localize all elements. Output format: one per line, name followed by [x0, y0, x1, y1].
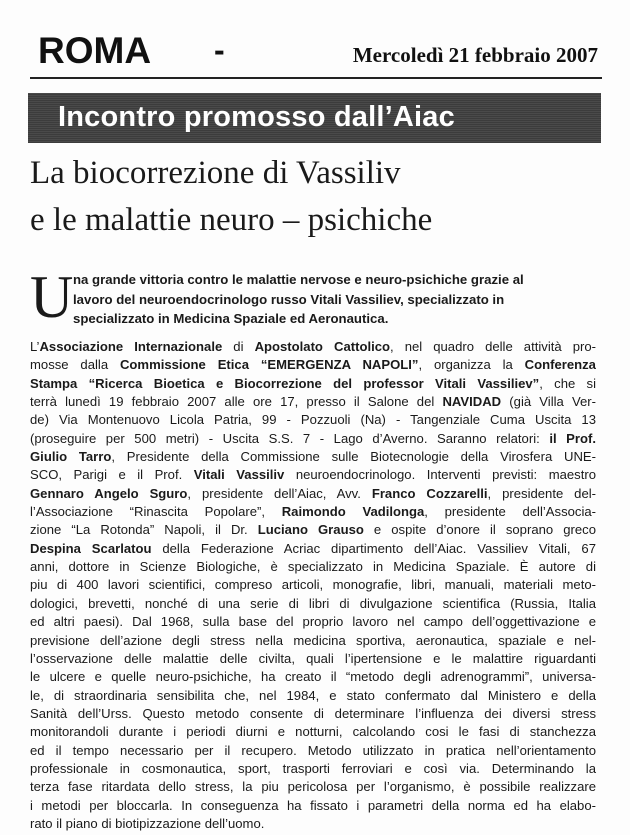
banner-text: Incontro promosso dall’Aiac [58, 101, 455, 133]
body-bold-text: il Prof. [549, 430, 596, 446]
body-text-run: piu di 400 lavori scientifici, compreso articoli, monografie, libri, manuali, materiali meto- [30, 577, 596, 593]
body-line [30, 338, 596, 356]
body-line [30, 448, 596, 466]
body-bold-text: Apostolato Cattolico [254, 339, 391, 354]
body-line [30, 356, 596, 374]
body-line [30, 503, 596, 521]
body-text-run: di [222, 339, 255, 354]
body-text-run: Sanità dell’Urss. Questo metodo consente di determinare l’influenza dei diversi stress [30, 705, 596, 721]
body-text-run: (proseguire per 500 metri) - Uscita S.S. 7 - Lago d’Averno. Saranno relatori: [30, 430, 550, 446]
body-text-run: terza fase ritardata dello stress, la piu pericolosa per l’organismo, è possibile realizzare [30, 779, 596, 795]
body-line [30, 485, 596, 503]
body-line [30, 521, 596, 539]
body-line [30, 778, 596, 796]
body-bold-text: Franco Cozzarelli [371, 485, 488, 501]
masthead-city: ROMA [38, 30, 152, 71]
body-text-run: ed altri paesi). Dal 1968, sulla base del proprio lavoro nel campo dell’oggettivazione e [30, 614, 596, 630]
body-text-run: terrà lunedì 19 febbraio 2007 alle ore 17, presso il Salone del [30, 394, 443, 410]
body-text-run: , che si [539, 375, 596, 391]
body-line [30, 576, 596, 594]
masthead-rule [30, 77, 602, 79]
body-text-run: (già Villa Ver- [501, 394, 596, 410]
body-line [30, 742, 596, 760]
body-line [30, 687, 596, 705]
body-text-run: L’ [30, 339, 40, 354]
body-text-run: monitorandoli durante i periodi diurni e notturni, calcolando cosi le fasi di stanchezza [30, 724, 596, 740]
body-line [30, 595, 596, 613]
body-text-run: anni, dottore in Scienze Biologiche, è specializzato in Medicina Spaziale. È autore di [30, 559, 596, 575]
lead-line: specializzato in Medicina Spaziale ed Aeronautica. [73, 311, 389, 326]
body-line [30, 466, 596, 484]
body-bold-text: Raimondo Vadilonga [281, 504, 425, 520]
body-text-run: l’Associazione “Rinascita Popolare”, [30, 504, 282, 520]
headline-line-1: La biocorrezione di Vassiliv [30, 155, 401, 191]
body-line [30, 540, 596, 558]
body-line [30, 632, 596, 650]
body-text-run: rato il piano di biotipizzazione dell’uomo. [30, 815, 265, 831]
body-line [30, 650, 596, 668]
body-text-run: , presidente dell’Aiac, Avv. [187, 485, 372, 501]
body-text-run: de) Via Montenuovo Licola Patria, 99 - Pozzuoli (Na) - Tangenziale Cuma Uscita 13 [30, 412, 596, 428]
body-text-run: mosse dalla [30, 357, 120, 373]
body-text-run: zione “La Rotonda” Napoli, il Dr. [30, 522, 258, 538]
article-headline [30, 150, 600, 244]
body-text-run: le ulcere e quelle neuro-psichiche, ha creato il “metodo degli adrenogrammi”, universa- [30, 669, 596, 685]
body-text-run: neuroendocrinologo. Interventi previsti: maestro [284, 467, 596, 483]
masthead [38, 30, 604, 78]
body-bold-text: Stampa “Ricerca Bioetica e Biocorrezione del professor Vitali Vassiliev” [30, 375, 540, 391]
body-text-run: , nel quadro delle attività pro- [390, 339, 596, 354]
body-line [30, 558, 596, 576]
body-bold-text: Commissione Etica “EMERGENZA NAPOLI” [119, 357, 419, 373]
body-bold-text: Luciano Grauso [257, 522, 364, 538]
body-text-run: SCO, Parigi e il Prof. [30, 467, 194, 483]
lead-line: na grande vittoria contro le malattie nervose e neuro-psichiche grazie al [73, 272, 524, 287]
body-bold-text: Vitali Vassiliv [193, 467, 285, 483]
body-line [30, 430, 596, 448]
headline-line-2: e le malattie neuro – psichiche [30, 202, 433, 238]
body-line [30, 797, 596, 815]
body-text-run: l’osservazione delle malattie delle civilta, quali l’ipertensione e le malattire riguardanti [30, 650, 596, 666]
body-text-run: previsione dell’azione degli stress nella medicina sportiva, aeronautica, spaziale e nel- [30, 632, 596, 648]
body-bold-text: Gennaro Angelo Sguro [30, 485, 188, 501]
article-body [30, 338, 596, 833]
body-line [30, 613, 596, 631]
body-line [30, 668, 596, 686]
body-text-run: , organizza la [418, 357, 525, 373]
body-line [30, 411, 596, 429]
body-bold-text: NAVIDAD [442, 394, 502, 410]
body-text-run: e ospite d’onore il soprano greco [363, 522, 596, 538]
body-bold-text: Conferenza [524, 357, 596, 373]
body-text-run: le, di straordinaria sensibilita che, nel 1984, e stato confermato dal Ministero e della [30, 687, 596, 703]
body-line [30, 375, 596, 393]
section-banner [28, 93, 601, 143]
body-text-run: i metodi per bloccarla. In conseguenza ha fissato i parametri della norma ed ha elabo- [30, 797, 596, 813]
body-text-run: , presidente dell’Associa- [424, 504, 596, 520]
lead-line: lavoro del neuroendocrinologo russo Vitali Vassiliev, specializzato in [73, 291, 505, 307]
body-line [30, 815, 596, 833]
body-text-run: della Federazione Acriac dipartimento dell’Aiac. Vassiliev Vitali, 67 [151, 540, 596, 556]
body-line [30, 705, 596, 723]
body-text-run: professionale in cosmonautica, sport, trasporti ferroviari e così via. Determinando la [30, 760, 596, 776]
body-text-run: , presidente del- [487, 485, 596, 501]
body-bold-text: Associazione Internazionale [39, 339, 223, 354]
body-text-run: dologici, brevetti, nonché di una serie di libri di divulgazione scientifica (Russia, Italia [30, 595, 596, 611]
lead-text [73, 270, 596, 329]
masthead-date: Mercoledì 21 febbraio 2007 [352, 43, 598, 67]
body-line [30, 760, 596, 778]
drop-cap: U [30, 264, 74, 330]
body-bold-text: Despina Scarlatou [30, 540, 152, 556]
body-line [30, 723, 596, 741]
body-text-run: , Presidente della Commissione sulle Biotecnologie della Virosfera UNE- [111, 449, 596, 465]
masthead-separator: - [214, 32, 225, 68]
body-bold-text: Giulio Tarro [30, 449, 112, 465]
body-text-run: ed il tempo necessario per il recupero. Metodo utilizzato in pratica nell’orientamento [30, 742, 596, 758]
body-line [30, 393, 596, 411]
